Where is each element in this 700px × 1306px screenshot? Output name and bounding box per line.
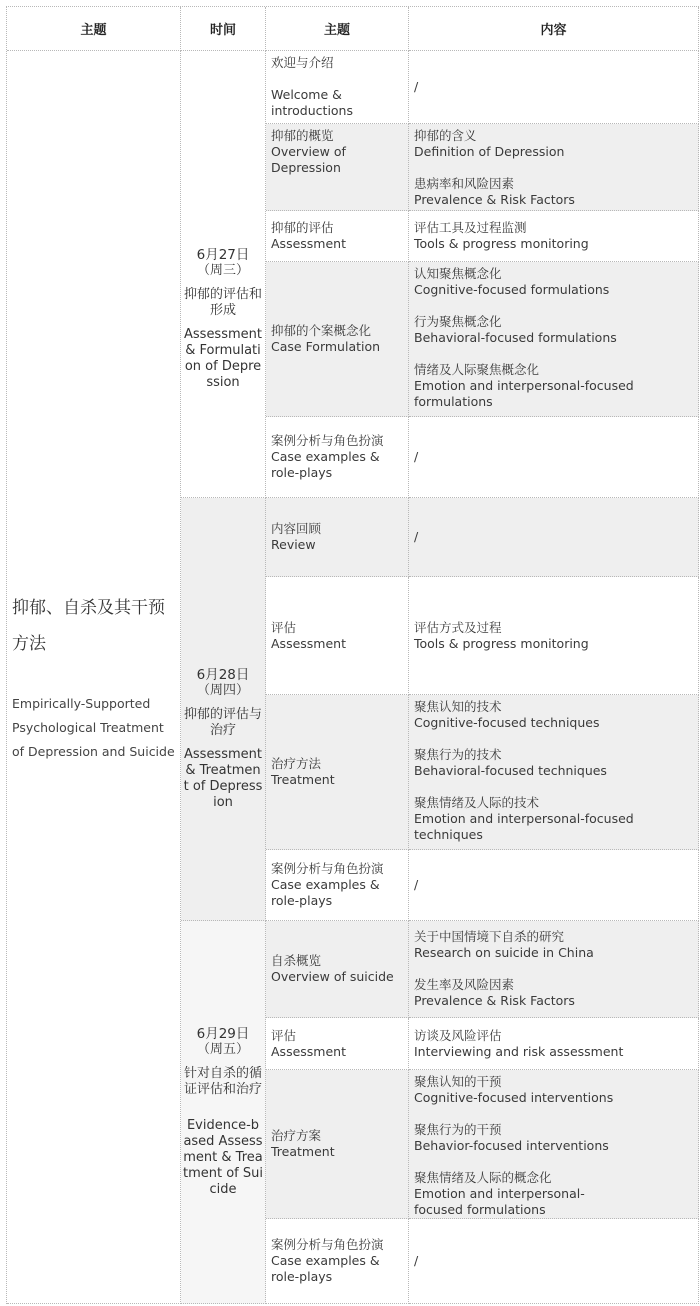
content-cn: 认知聚焦概念化 <box>414 266 502 281</box>
content-cn: 行为聚焦概念化 <box>414 314 502 329</box>
content-en: Prevalence & Risk Factors <box>414 993 575 1008</box>
day-1-session-3-content <box>409 211 699 262</box>
day-2-session-4-topic <box>266 850 409 921</box>
day-2-weekday: （周四） <box>196 683 249 698</box>
content-cn: 聚焦认知的技术 <box>414 699 502 714</box>
day-1-date: 6月27日 <box>196 247 250 263</box>
content-cn: 患病率和风险因素 <box>414 176 515 191</box>
content-cn: 聚焦情绪及人际的技术 <box>414 795 540 810</box>
content-en: Behavioral-focused formulations <box>414 330 617 345</box>
day-2-session-3-topic <box>266 695 409 850</box>
content-cn: 访谈及风险评估 <box>414 1027 502 1043</box>
content-en: Emotion and interpersonal-focused formulations <box>414 378 634 409</box>
content-en: Interviewing and risk assessment <box>414 1043 624 1059</box>
day-2-title-cn: 抑郁的评估与治疗 <box>183 707 262 738</box>
session-topic-cn: 评估 <box>271 619 297 635</box>
content-empty: / <box>414 529 419 544</box>
day-3-session-3-topic <box>266 1070 409 1219</box>
schedule-table <box>6 6 699 1304</box>
day-3-session-4-content <box>409 1219 699 1304</box>
day-2-session-3-content <box>409 695 699 850</box>
day-3-date: 6月29日 <box>196 1026 250 1042</box>
session-topic-cn: 案例分析与角色扮演 <box>271 433 384 448</box>
day-3-session-4-topic <box>266 1219 409 1304</box>
session-topic-en: Case examples & role-plays <box>271 449 380 480</box>
day-2-time-cell <box>181 498 266 921</box>
session-topic-en: Assessment <box>271 635 346 651</box>
content-en: Cognitive-focused techniques <box>414 715 600 730</box>
session-topic-cn: 内容回顾 <box>271 521 322 536</box>
day-3-session-2-topic <box>266 1018 409 1070</box>
day-3-time-cell <box>181 921 266 1304</box>
day-3-session-1-content <box>409 921 699 1018</box>
content-en: Tools & progress monitoring <box>414 635 589 651</box>
header-content: 内容 <box>409 7 699 51</box>
content-en: Behavior-focused interventions <box>414 1138 609 1153</box>
content-cn: 抑郁的含义 <box>414 128 477 143</box>
content-en: Prevalence & Risk Factors <box>414 192 575 207</box>
content-en: Research on suicide in China <box>414 945 594 960</box>
day-2-session-2-topic <box>266 577 409 695</box>
day-1-session-2-topic <box>266 124 409 211</box>
content-cn: 关于中国情境下自杀的研究 <box>414 929 565 944</box>
header-session-topic: 主题 <box>266 7 409 51</box>
content-en: Definition of Depression <box>414 144 565 159</box>
session-topic-en: Overview of Depression <box>271 144 346 175</box>
day-1-session-5-topic <box>266 417 409 498</box>
session-topic-en: Overview of suicide <box>271 969 394 984</box>
session-topic-cn: 欢迎与介绍 <box>271 55 334 70</box>
content-empty: / <box>414 877 419 892</box>
content-en: Cognitive-focused interventions <box>414 1090 614 1105</box>
session-topic-en: Review <box>271 537 316 552</box>
content-en: Emotion and interpersonal-focused techniques <box>414 811 634 842</box>
day-1-session-3-topic <box>266 211 409 262</box>
day-2-session-1-content <box>409 498 699 577</box>
day-3-title-cn: 针对自杀的循证评估和治疗 <box>183 1066 262 1097</box>
day-2-session-2-content <box>409 577 699 695</box>
session-topic-cn: 抑郁的评估 <box>271 220 334 235</box>
session-topic-cn: 评估 <box>271 1027 297 1043</box>
content-cn: 聚焦行为的技术 <box>414 747 502 762</box>
session-topic-en: Assessment <box>271 1043 346 1059</box>
main-topic-cn: 抑郁、自杀及其干预方法 <box>12 598 165 654</box>
day-2-date: 6月28日 <box>196 667 250 683</box>
day-3-weekday: （周五） <box>196 1042 249 1057</box>
day-2-title-en: Assessment & Treatment of Depression <box>183 747 263 810</box>
day-1-session-5-content <box>409 417 699 498</box>
session-topic-cn: 自杀概览 <box>271 953 322 968</box>
content-cn: 聚焦认知的干预 <box>414 1074 502 1089</box>
day-3-session-2-content <box>409 1018 699 1070</box>
day-3-session-1-topic <box>266 921 409 1018</box>
day-1-session-1-topic <box>266 51 409 124</box>
session-topic-en: Assessment <box>271 236 346 251</box>
content-cn: 情绪及人际聚焦概念化 <box>414 362 540 377</box>
content-empty: / <box>414 79 419 94</box>
day-1-time-cell <box>181 51 266 498</box>
content-cn: 聚焦情绪及人际的概念化 <box>414 1170 552 1185</box>
day-1-title-cn: 抑郁的评估和形成 <box>183 287 262 318</box>
day-3-title-en: Evidence-based Assessment & Treatment of Suicide <box>183 1118 263 1197</box>
session-topic-en: Welcome & introductions <box>271 87 353 118</box>
header-topic: 主题 <box>7 7 181 51</box>
session-topic-en: Treatment <box>271 1144 335 1159</box>
content-empty: / <box>414 449 419 464</box>
session-topic-cn: 案例分析与角色扮演 <box>271 1237 384 1252</box>
content-en: Cognitive-focused formulations <box>414 282 610 297</box>
session-topic-cn: 抑郁的个案概念化 <box>271 323 372 338</box>
session-topic-en: Case examples & role-plays <box>271 1253 380 1284</box>
main-topic-cell <box>7 51 181 1304</box>
content-cn: 评估方式及过程 <box>414 619 502 635</box>
day-3-session-3-content <box>409 1070 699 1219</box>
content-cn: 发生率及风险因素 <box>414 977 515 992</box>
session-topic-cn: 治疗方案 <box>271 1128 322 1143</box>
session-topic-en: Case examples & role-plays <box>271 877 380 908</box>
day-2-session-1-topic <box>266 498 409 577</box>
session-topic-cn: 案例分析与角色扮演 <box>271 861 384 876</box>
day-1-session-4-topic <box>266 262 409 417</box>
day-1-weekday: （周三） <box>196 263 249 278</box>
content-en: Emotion and interpersonal-focused formulations <box>414 1186 585 1217</box>
day-1-title-en: Assessment & Formulation of Depression <box>184 327 262 390</box>
content-en: Tools & progress monitoring <box>414 236 589 251</box>
session-topic-en: Case Formulation <box>271 339 381 354</box>
day-1-session-2-content <box>409 124 699 211</box>
content-empty: / <box>414 1253 419 1268</box>
session-topic-cn: 抑郁的概览 <box>271 128 334 143</box>
content-cn: 评估工具及过程监测 <box>414 220 527 235</box>
day-1-session-4-content <box>409 262 699 417</box>
day-1-session-1-content <box>409 51 699 124</box>
main-topic-en: Empirically-Supported Psychological Treatment of Depression and Suicide <box>12 696 175 759</box>
content-en: Behavioral-focused techniques <box>414 763 607 778</box>
day-2-session-4-content <box>409 850 699 921</box>
header-time: 时间 <box>181 7 266 51</box>
session-topic-en: Treatment <box>271 772 335 787</box>
content-cn: 聚焦行为的干预 <box>414 1122 502 1137</box>
session-topic-cn: 治疗方法 <box>271 756 322 771</box>
